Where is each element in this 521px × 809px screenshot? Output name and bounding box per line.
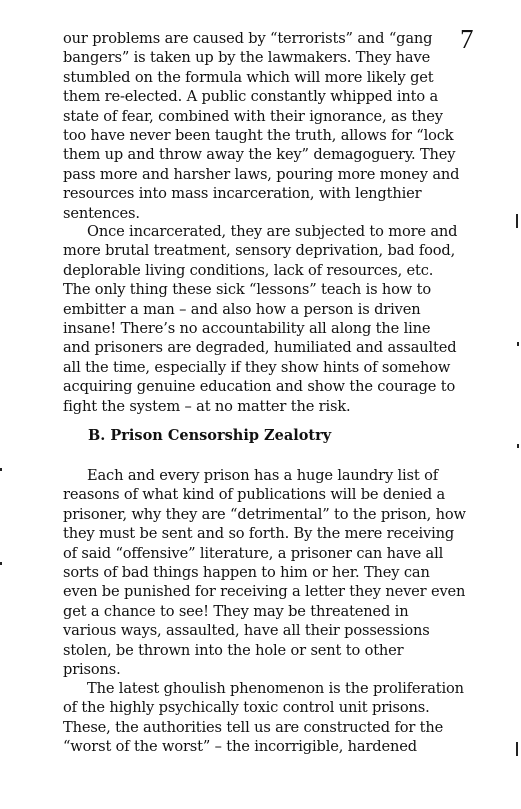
scan-mark bbox=[0, 562, 2, 565]
text-line: of said “offensive” literature, a prisoner can have all bbox=[63, 544, 444, 562]
paragraph-control-units bbox=[63, 679, 503, 757]
text-line: sentences. bbox=[63, 204, 140, 222]
text-line: These, the authorities tell us are constructed for the bbox=[63, 718, 444, 736]
text-line: more brutal treatment, sensory deprivation, bad food, bbox=[63, 242, 456, 260]
text-line: stumbled on the formula which will more likely get bbox=[63, 68, 434, 86]
text-line: all the time, especially if they show hints of somehow bbox=[63, 358, 451, 376]
paragraph-censorship bbox=[63, 466, 503, 679]
text-line: embitter a man – and also how a person is driven bbox=[63, 300, 421, 318]
text-line: insane! There’s no accountability all along the line bbox=[63, 320, 431, 338]
text-line: them re-elected. A public constantly whipped into a bbox=[63, 88, 439, 106]
text-line: get a chance to see! They may be threatened in bbox=[63, 602, 409, 620]
text-line: they must be sent and so forth. By the mere receiving bbox=[63, 525, 455, 543]
text-line: Each and every prison has a huge laundry list of bbox=[87, 467, 438, 484]
text-line: Once incarcerated, they are subjected to more and bbox=[87, 223, 458, 240]
text-line: The latest ghoulish phenomenon is the proliferation bbox=[87, 680, 464, 697]
page-number: 7 bbox=[460, 24, 474, 54]
text-line: deplorable living conditions, lack of resources, etc. bbox=[63, 261, 434, 279]
scan-mark bbox=[0, 468, 2, 471]
text-line: and prisoners are degraded, humiliated and assaulted bbox=[63, 339, 457, 357]
text-line: of the highly psychically toxic control unit prisons. bbox=[63, 699, 430, 717]
paragraph-continued bbox=[63, 29, 503, 223]
text-line: prisons. bbox=[63, 661, 121, 679]
section-heading: B. Prison Censorship Zealotry bbox=[88, 427, 332, 444]
text-line: acquiring genuine education and show the courage to bbox=[63, 378, 456, 396]
text-line: stolen, be thrown into the hole or sent to other bbox=[63, 641, 404, 659]
scan-mark bbox=[516, 742, 518, 756]
text-line: them up and throw away the key” demagoguery. They bbox=[63, 146, 456, 164]
text-line: reasons of what kind of publications will be denied a bbox=[63, 486, 446, 504]
paragraph-incarceration bbox=[63, 222, 503, 416]
text-line: even be punished for receiving a letter they never even bbox=[63, 583, 466, 601]
text-line: various ways, assaulted, have all their possessions bbox=[63, 622, 430, 640]
text-line: fight the system – at no matter the risk. bbox=[63, 397, 351, 415]
text-line: bangers” is taken up by the lawmakers. They have bbox=[63, 49, 431, 67]
scan-mark bbox=[517, 342, 519, 346]
text-line: our problems are caused by “terrorists” and “gang bbox=[63, 30, 433, 47]
text-line: prisoner, why they are “detrimental” to the prison, how bbox=[63, 505, 466, 523]
text-line: resources into mass incarceration, with lengthier bbox=[63, 185, 422, 203]
text-line: too have never been taught the truth, allows for “lock bbox=[63, 127, 454, 145]
text-line: pass more and harsher laws, pouring more money and bbox=[63, 165, 460, 183]
scan-mark bbox=[516, 214, 518, 228]
text-line: “worst of the worst” – the incorrigible, hardened bbox=[63, 738, 417, 756]
text-line: sorts of bad things happen to him or her. They can bbox=[63, 564, 430, 582]
scan-mark bbox=[517, 444, 519, 448]
text-line: The only thing these sick “lessons” teach is how to bbox=[63, 281, 431, 299]
text-line: state of fear, combined with their ignorance, as they bbox=[63, 107, 443, 125]
